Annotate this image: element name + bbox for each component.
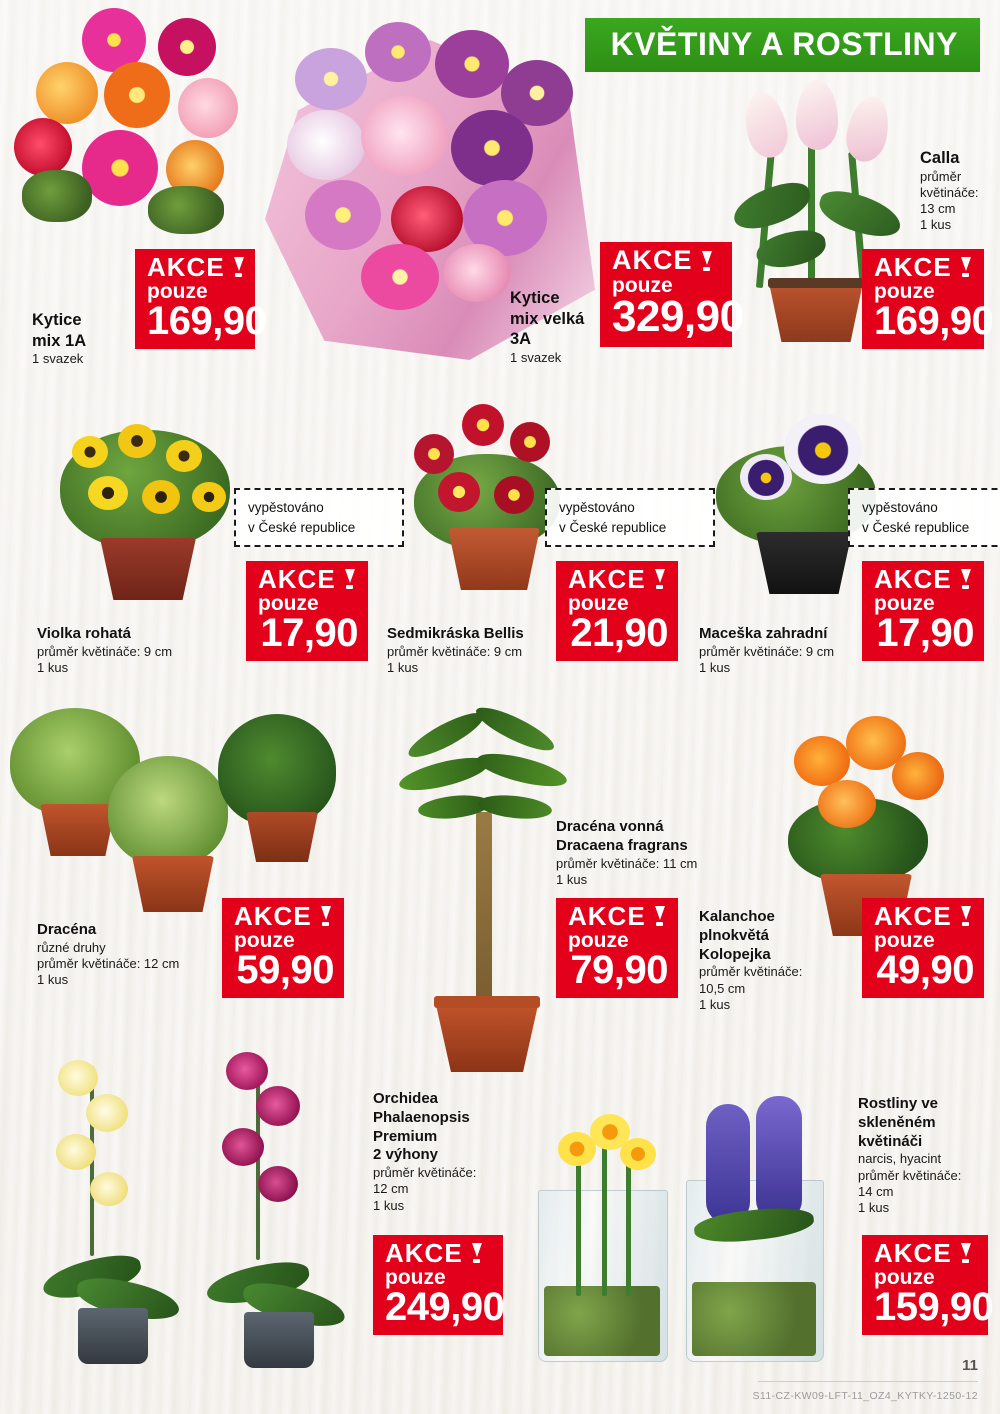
- exclamation-icon: [318, 906, 333, 926]
- page-header-banner: KVĚTINY A ROSTLINY: [585, 18, 980, 72]
- product-photo-rostliny-ve-sklenenem-kvetinaci: [528, 1060, 868, 1360]
- pouze-label: pouze: [874, 1265, 935, 1289]
- price-value: 169,90: [874, 298, 994, 343]
- product-photo-orchidea-phalaenopsis: [20, 1030, 360, 1360]
- product-title-line1: Kytice: [32, 311, 82, 329]
- akce-label: AKCE: [874, 901, 952, 931]
- product-details-line2: průměr květináče:: [858, 1167, 962, 1183]
- exclamation-icon: [699, 251, 714, 271]
- exclamation-icon: [958, 569, 973, 589]
- price-tag-calla[interactable]: [862, 249, 994, 349]
- product-title-line3: 3A: [510, 330, 532, 349]
- product-details-line3: 1 kus: [373, 1197, 405, 1213]
- exclamation-icon: [231, 257, 245, 277]
- product-details: 1 svazek: [510, 349, 562, 365]
- price-value: 21,90: [570, 610, 668, 655]
- pouze-label: pouze: [258, 591, 319, 615]
- price-value: 329,90: [612, 291, 744, 341]
- akce-label: AKCE: [874, 564, 952, 594]
- pouze-label: pouze: [147, 279, 208, 303]
- price-tag-orchidea-phalaenopsis[interactable]: [373, 1235, 503, 1335]
- product-details-line1: průměr květináče: 11 cm: [556, 855, 698, 871]
- product-details-line2: 12 cm: [373, 1181, 409, 1197]
- product-title-line1: Orchidea: [373, 1090, 439, 1107]
- product-details-line3: 13 cm: [920, 201, 956, 217]
- product-title-line2: mix 1A: [32, 331, 87, 350]
- product-details-line2: průměr květináče: 12 cm: [37, 956, 180, 971]
- pouze-label: pouze: [234, 928, 295, 952]
- price-tag-kalanchoe[interactable]: [862, 898, 984, 998]
- akce-label: AKCE: [874, 1238, 952, 1268]
- price-tag-kytice-mix-velka-3a[interactable]: [600, 242, 744, 347]
- exclamation-icon: [652, 569, 667, 589]
- pouze-label: pouze: [385, 1265, 446, 1289]
- page-number: 11: [962, 1357, 978, 1374]
- price-tag-kytice-mix-1a[interactable]: [135, 249, 267, 349]
- product-label-dracena-vonna: [556, 818, 776, 888]
- footer-code: S11-CZ-KW09-LFT-11_OZ4_KYTKY-1250-12: [752, 1390, 978, 1402]
- badge-line1: vypěstováno: [248, 500, 324, 515]
- product-details-line1: průměr: [920, 168, 962, 184]
- product-details-line3: 14 cm: [858, 1183, 894, 1199]
- product-label-rostliny-ve-sklenenem-kvetinaci: [858, 1095, 1000, 1216]
- exclamation-icon: [342, 569, 357, 589]
- badge-line2: v České republice: [559, 519, 667, 535]
- footer-divider: [758, 1381, 978, 1382]
- price-tag-rostliny-ve-sklenenem-kvetinaci[interactable]: [862, 1235, 994, 1335]
- product-photo-dracena-vonna: [392, 700, 572, 1040]
- akce-label: AKCE: [234, 901, 312, 931]
- price-tag-violka-rohata[interactable]: [246, 561, 368, 661]
- price-value: 249,90: [385, 1284, 505, 1329]
- product-photo-sedmikraska-bellis: [390, 376, 580, 594]
- pouze-label: pouze: [874, 928, 935, 952]
- product-title-line1: Kytice: [510, 289, 560, 307]
- product-details-line1: průměr květináče: 9 cm: [699, 643, 835, 659]
- akce-label: AKCE: [568, 901, 646, 931]
- price-tag-dracena[interactable]: [222, 898, 344, 998]
- product-details-line3: 1 kus: [699, 996, 731, 1012]
- product-details-line1: narcis, hyacint: [858, 1151, 942, 1167]
- pouze-label: pouze: [874, 279, 935, 303]
- product-title-line2: Dracaena fragrans: [556, 836, 688, 854]
- product-title-line1: Dracéna: [37, 921, 97, 938]
- badge-line1: vypěstováno: [559, 500, 635, 515]
- badge-line1: vypěstováno: [862, 500, 938, 515]
- exclamation-icon: [469, 1243, 484, 1263]
- product-title-line1: Maceška zahradní: [699, 625, 828, 642]
- exclamation-icon: [958, 1243, 973, 1263]
- price-value: 59,90: [236, 947, 334, 992]
- product-label-orchidea-phalaenopsis: [373, 1090, 563, 1214]
- czech-grown-badge-3: [848, 488, 1000, 547]
- product-title-line1: Calla: [920, 149, 960, 167]
- czech-grown-badge-1: [234, 488, 404, 547]
- akce-label: AKCE: [874, 252, 952, 282]
- czech-grown-badge-2: [545, 488, 715, 547]
- product-title-line1: Sedmikráska Bellis: [387, 625, 524, 642]
- product-title-line1: Violka rohatá: [37, 625, 131, 642]
- price-value: 49,90: [876, 947, 974, 992]
- exclamation-icon: [958, 257, 973, 277]
- product-details-line2: 1 kus: [556, 871, 588, 887]
- product-title-line3: květináči: [858, 1132, 923, 1150]
- price-tag-sedmikraska-bellis[interactable]: [556, 561, 678, 661]
- price-tag-maceska-zahradni[interactable]: [862, 561, 984, 661]
- product-label-violka-rohata: [37, 625, 237, 676]
- product-details-line1: průměr květináče: 9 cm: [37, 643, 173, 659]
- badge-line2: v České republice: [862, 519, 970, 535]
- product-title-line2: skleněném: [858, 1113, 936, 1131]
- price-value: 17,90: [260, 610, 358, 655]
- product-title-line4: 2 výhony: [373, 1146, 439, 1164]
- badge-line2: v České republice: [248, 519, 356, 535]
- price-tag-dracena-vonna[interactable]: [556, 898, 678, 998]
- price-value: 169,90: [147, 298, 267, 343]
- pouze-label: pouze: [874, 591, 935, 615]
- akce-label: AKCE: [258, 564, 336, 594]
- akce-label: AKCE: [385, 1238, 463, 1268]
- product-details-line4: 1 kus: [858, 1200, 890, 1215]
- product-details-line2: 1 kus: [387, 660, 419, 675]
- exclamation-icon: [652, 906, 667, 926]
- product-title-line1: Kalanchoe: [699, 908, 775, 925]
- product-details-line1: průměr květináče:: [373, 1165, 477, 1180]
- price-value: 79,90: [570, 947, 668, 992]
- product-details-line1: různé druhy: [37, 939, 106, 955]
- product-title-line3: Kolopejka: [699, 945, 771, 963]
- product-label-kalanchoe: [699, 908, 869, 1013]
- product-photo-violka-rohata: [42, 398, 242, 598]
- product-title-line1: Dracéna vonná: [556, 818, 664, 835]
- product-details-line1: průměr květináče: 9 cm: [387, 643, 523, 659]
- product-title-line1: Rostliny ve: [858, 1095, 939, 1112]
- product-details-line1: průměr květináče:: [699, 964, 803, 980]
- pouze-label: pouze: [612, 273, 673, 297]
- product-title-line3: Premium: [373, 1127, 438, 1145]
- product-details-line2: 10,5 cm: [699, 980, 746, 996]
- product-details-line4: 1 kus: [920, 217, 952, 233]
- pouze-label: pouze: [568, 591, 629, 615]
- product-details-line2: 1 kus: [37, 660, 69, 675]
- price-value: 159,90: [874, 1284, 994, 1329]
- akce-label: AKCE: [147, 252, 225, 282]
- exclamation-icon: [958, 906, 973, 926]
- product-details-line3: 1 kus: [37, 972, 69, 988]
- product-photo-kytice-mix-1a: [8, 0, 258, 250]
- pouze-label: pouze: [568, 928, 629, 952]
- price-value: 17,90: [876, 610, 974, 655]
- product-details: 1 svazek: [32, 351, 84, 367]
- product-title-line2: Phalaenopsis: [373, 1108, 470, 1126]
- akce-label: AKCE: [612, 245, 693, 275]
- product-details-line2: 1 kus: [699, 660, 731, 675]
- product-title-line2: mix velká: [510, 309, 585, 328]
- product-details-line2: květináče:: [920, 184, 979, 200]
- product-label-calla: [920, 148, 1000, 234]
- product-title-line2: plnokvětá: [699, 926, 770, 944]
- akce-label: AKCE: [568, 564, 646, 594]
